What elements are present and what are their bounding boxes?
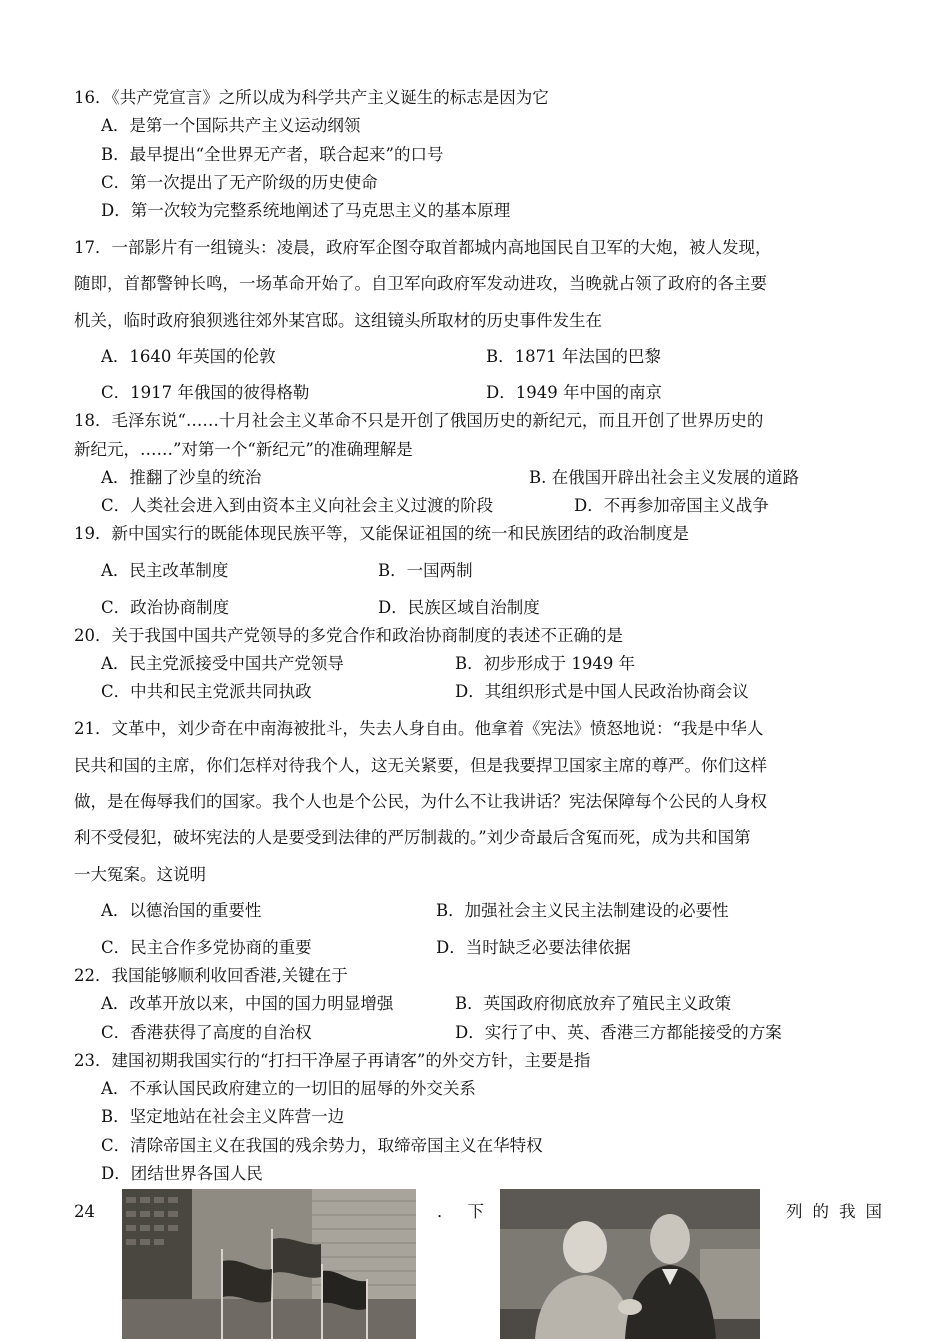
q16-option-d: D．第一次较为完整系统地阐述了马克思主义的基本原理 [101,201,511,220]
q21-option-a: A．以德治国的重要性 [101,901,262,920]
q23-option-c: C．清除帝国主义在我国的残余势力，取缔帝国主义在华特权 [101,1136,543,1155]
q21-option-d: D．当时缺乏必要法律依据 [436,938,631,957]
leaders-handshake-photo [500,1189,760,1339]
q22-stem: 22．我国能够顺利收回香港,关键在于 [74,966,348,985]
q19-option-d: D．民族区域自治制度 [378,598,540,617]
q18-option-d: D．不再参加帝国主义战争 [574,496,769,515]
q20-option-d: D．其组织形式是中国人民政治协商会议 [455,682,749,701]
q17-option-b: B．1871 年法国的巴黎 [486,347,661,366]
q17-option-c: C．1917 年俄国的彼得格勒 [101,383,310,402]
q18-stem-line-2: 新纪元，……”对第一个“新纪元”的准确理解是 [74,440,413,459]
q21-stem-line-5: 一大冤案。这说明 [74,865,206,884]
q23-option-b: B．坚定地站在社会主义阵营一边 [101,1107,345,1126]
q23-option-a: A．不承认国民政府建立的一切旧的屈辱的外交关系 [101,1079,476,1098]
q16-option-b: B．最早提出“全世界无产者，联合起来”的口号 [101,145,444,164]
q21-stem-line-4: 利不受侵犯，破坏宪法的人是要受到法律的严厉制裁的。”刘少奇最后含冤而死，成为共和国第 [74,828,751,847]
q17-option-a: A．1640 年英国的伦敦 [101,347,276,366]
q19-stem: 19．新中国实行的既能体现民族平等，又能保证祖国的统一和民族团结的政治制度是 [74,524,689,543]
q22-option-b: B．英国政府彻底放弃了殖民主义政策 [455,994,732,1013]
q20-option-c: C．中共和民主党派共同执政 [101,682,312,701]
q22-option-d: D．实行了中、英、香港三方都能接受的方案 [455,1023,782,1042]
q21-stem-line-1: 21．文革中，刘少奇在中南海被批斗，失去人身自由。他拿着《宪法》愤怒地说：“我是中华人 [74,719,764,738]
q21-stem-line-3: 做，是在侮辱我们的国家。我个人也是个公民，为什么不让我讲话？宪法保障每个公民的人身权 [74,792,767,811]
q21-stem-line-2: 民共和国的主席，你们怎样对待我个人，这无关紧要，但是我要捍卫国家主席的尊严。你们这样 [74,756,767,775]
q19-option-b: B．一国两制 [378,561,473,580]
q18-stem-line-1: 18．毛泽东说“……十月社会主义革命不只是开创了俄国历史的新纪元，而且开创了世界历史的 [74,411,764,430]
q24-fragment-2: 列的我国 [786,1202,892,1221]
q19-option-a: A．民主改革制度 [101,561,229,580]
q21-option-b: B．加强社会主义民主法制建设的必要性 [436,901,729,920]
q17-stem-line-1: 17．一部影片有一组镜头：凌晨，政府军企图夺取首都城内高地国民自卫军的大炮，被人发现， [74,238,772,257]
q18-option-b: B. 在俄国开辟出社会主义发展的道路 [529,468,800,487]
q16-option-c: C．第一次提出了无产阶级的历史使命 [101,173,378,192]
q20-stem: 20．关于我国中国共产党领导的多党合作和政治协商制度的表述不正确的是 [74,626,623,645]
q16-stem: 16．《共产党宣言》之所以成为科学共产主义诞生的标志是因为它 [74,88,549,107]
q24-fragment-1: ．下 [437,1202,498,1221]
q17-option-d: D．1949 年中国的南京 [486,383,662,402]
q20-option-a: A．民主党派接受中国共产党领导 [101,654,344,673]
q23-stem: 23．建国初期我国实行的“打扫干净屋子再请客”的外交方针，主要是指 [74,1051,591,1070]
q22-option-a: A．改革开放以来，中国的国力明显增强 [101,994,394,1013]
q18-option-a: A．推翻了沙皇的统治 [101,468,262,487]
q20-option-b: B．初步形成于 1949 年 [455,654,636,673]
q23-option-d: D．团结世界各国人民 [101,1164,263,1183]
q18-option-c: C．人类社会进入到由资本主义向社会主义过渡的阶段 [101,496,494,515]
q21-option-c: C．民主合作多党协商的重要 [101,938,312,957]
q19-option-c: C．政治协商制度 [101,598,230,617]
q17-stem-line-3: 机关，临时政府狼狈逃往郊外某宫邸。这组镜头所取材的历史事件发生在 [74,311,602,330]
q22-option-c: C．香港获得了高度的自治权 [101,1023,312,1042]
q24-number: 24 [74,1202,95,1221]
un-flags-photo [122,1189,416,1339]
q17-stem-line-2: 随即，首都警钟长鸣，一场革命开始了。自卫军向政府军发动进攻，当晚就占领了政府的各主要 [74,274,767,293]
q16-option-a: A．是第一个国际共产主义运动纲领 [101,116,361,135]
